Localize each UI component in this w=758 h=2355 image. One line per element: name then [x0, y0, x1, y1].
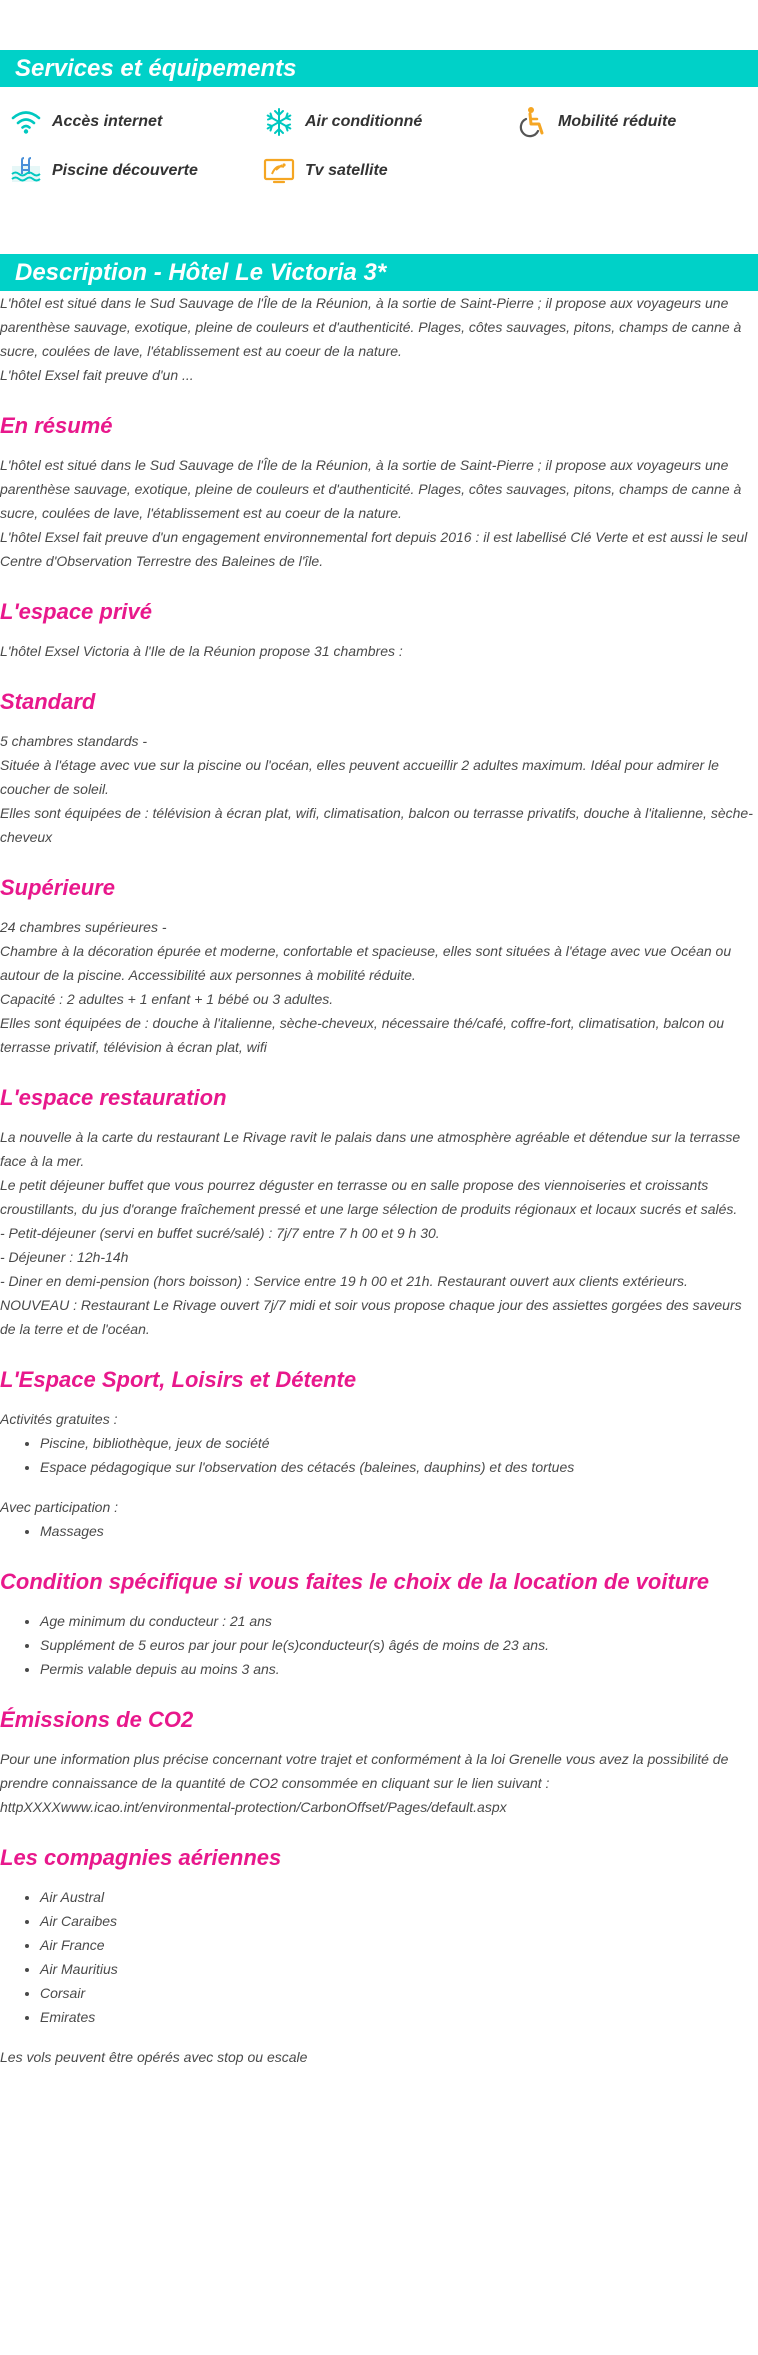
- paragraph: Elles sont équipées de : douche à l'italienne, sèche-cheveux, nécessaire thé/café, coffre-fort, climatisation, balcon ou terrasse privatif, télévision à écran plat, wifi: [0, 1015, 725, 1055]
- paragraph: Le petit déjeuner buffet que vous pourrez déguster en terrasse ou en salle propose des viennoiseries et croissants croustillants, du jus d'orange fraîchement pressé et une large sélection de produits régionaux et locaux sucrés et salés.: [0, 1177, 738, 1217]
- list-item: • Massages: [40, 1519, 758, 1543]
- paragraph: Les vols peuvent être opérés avec stop ou escale: [0, 2049, 308, 2065]
- service-satellite-tv: [263, 157, 516, 184]
- description-content: [0, 291, 758, 2069]
- paragraph: Elles sont équipées de : télévision à écran plat, wifi, climatisation, balcon ou terrasse privatifs, douche à l'italienne, sèche-cheveux: [0, 805, 753, 845]
- service-label: Mobilité réduite: [558, 112, 677, 130]
- free-activities-list: [0, 1431, 758, 1479]
- paragraph: L'hôtel est situé dans le Sud Sauvage de l'Île de la Réunion, à la sortie de Saint-Pierre ; il propose aux voyageurs une parenthèse sauvage, exotique, pleine de couleurs et d'authenticité. Plages, côtes sauvages, pitons, champs de canne à sucre, coulées de lave, l'établissement est au coeur de la nature.: [0, 457, 742, 521]
- heading-sport-loisirs: L'Espace Sport, Loisirs et Détente: [0, 1367, 357, 1392]
- paragraph: Pour une information plus précise concernant votre trajet et conformément à la loi Grenelle vous avez la possibilité de prendre connaissance de la quantité de CO2 consommée en cliquant sur le lien suivant : httpXXXXwww.icao.int/environmental-protection/CarbonOffset/Pages/default.aspx: [0, 1751, 729, 1815]
- heading-restauration: L'espace restauration: [0, 1085, 227, 1110]
- service-internet: [10, 108, 263, 135]
- tv-icon: [263, 157, 295, 184]
- list-item: • Air France: [40, 1933, 758, 1957]
- services-section-title: Services et équipements: [0, 50, 758, 87]
- heading-resume: En résumé: [0, 413, 113, 438]
- list-item: • Age minimum du conducteur : 21 ans: [40, 1609, 758, 1633]
- service-air-conditioning: [263, 108, 516, 135]
- paid-activities-list: [0, 1519, 758, 1543]
- service-label: Tv satellite: [305, 161, 388, 179]
- car-rental-conditions-list: [0, 1609, 758, 1681]
- paragraph: 24 chambres supérieures -: [0, 919, 167, 935]
- heading-compagnies: Les compagnies aériennes: [0, 1845, 282, 1870]
- services-grid: [0, 108, 758, 184]
- list-item: • Air Austral: [40, 1885, 758, 1909]
- description-section-title: Description - Hôtel Le Victoria 3*: [0, 254, 758, 291]
- heading-standard: Standard: [0, 689, 96, 714]
- description-intro: L'hôtel est situé dans le Sud Sauvage de l'Île de la Réunion, à la sortie de Saint-Pierre ; il propose aux voyageurs une parenthèse sauvage, exotique, pleine de couleurs et d'authenticité. Plages, côtes sauvages, pitons, champs de canne à sucre, coulées de lave, l'établissement est au coeur de la nature.: [0, 295, 742, 359]
- wheelchair-icon: [516, 108, 548, 135]
- list-item: • Corsair: [40, 1981, 758, 2005]
- wifi-icon: [10, 108, 42, 135]
- service-label: Accès internet: [52, 112, 163, 130]
- airlines-list: [0, 1885, 758, 2029]
- list-item: • Piscine, bibliothèque, jeux de société: [40, 1431, 758, 1455]
- paragraph: Chambre à la décoration épurée et moderne, confortable et spacieuse, elles sont situées à l'étage avec vue Océan ou autour de la piscine. Accessibilité aux personnes à mobilité réduite. Capacité : 2 adultes + 1 enfant + 1 bébé ou 3 adultes.: [0, 943, 732, 1007]
- paragraph: L'hôtel Exsel fait preuve d'un engagement environnemental fort depuis 2016 : il est labellisé Clé Verte et est aussi le seul Centre d'Observation Terrestre des Baleines de l'île.: [0, 529, 748, 569]
- list-item: • Emirates: [40, 2005, 758, 2029]
- list-item: • Permis valable depuis au moins 3 ans.: [40, 1657, 758, 1681]
- paragraph: Avec participation :: [0, 1499, 119, 1515]
- paragraph: L'hôtel Exsel Victoria à l'Ile de la Réunion propose 31 chambres :: [0, 643, 403, 659]
- heading-superieure: Supérieure: [0, 875, 115, 900]
- snowflake-icon: [263, 108, 295, 135]
- service-reduced-mobility: [516, 108, 758, 135]
- list-item: • Air Mauritius: [40, 1957, 758, 1981]
- description-intro-more: L'hôtel Exsel fait preuve d'un ...: [0, 367, 194, 383]
- list-item: • Supplément de 5 euros par jour pour le(s)conducteur(s) âgés de moins de 23 ans.: [40, 1633, 758, 1657]
- paragraph: NOUVEAU : Restaurant Le Rivage ouvert 7j/7 midi et soir vous propose chaque jour des assiettes gorgées des saveurs de la terre et de l'océan.: [0, 1297, 742, 1337]
- heading-location-voiture: Condition spécifique si vous faites le choix de la location de voiture: [0, 1569, 710, 1594]
- heading-espace-prive: L'espace privé: [0, 599, 152, 624]
- pool-icon: [10, 157, 42, 184]
- list-item: • Air Caraibes: [40, 1909, 758, 1933]
- service-label: Air conditionné: [305, 112, 423, 130]
- service-pool: [10, 157, 263, 184]
- list-item: • Espace pédagogique sur l'observation des cétacés (baleines, dauphins) et des tortues: [40, 1455, 758, 1479]
- paragraph: - Petit-déjeuner (servi en buffet sucré/salé) : 7j/7 entre 7 h 00 et 9 h 30. - Déjeuner : 12h-14h - Diner en demi-pension (hors boisson) : Service entre 19 h 00 et 21h. Restaurant ouvert aux clients extérieurs.: [0, 1225, 688, 1289]
- service-label: Piscine découverte: [52, 161, 198, 179]
- paragraph: Située à l'étage avec vue sur la piscine ou l'océan, elles peuvent accueillir 2 adultes maximum. Idéal pour admirer le coucher de soleil.: [0, 757, 719, 797]
- paragraph: Activités gratuites :: [0, 1411, 118, 1427]
- heading-co2: Émissions de CO2: [0, 1707, 194, 1732]
- paragraph: 5 chambres standards -: [0, 733, 148, 749]
- paragraph: La nouvelle à la carte du restaurant Le Rivage ravit le palais dans une atmosphère agréable et détendue sur la terrasse face à la mer.: [0, 1129, 741, 1169]
